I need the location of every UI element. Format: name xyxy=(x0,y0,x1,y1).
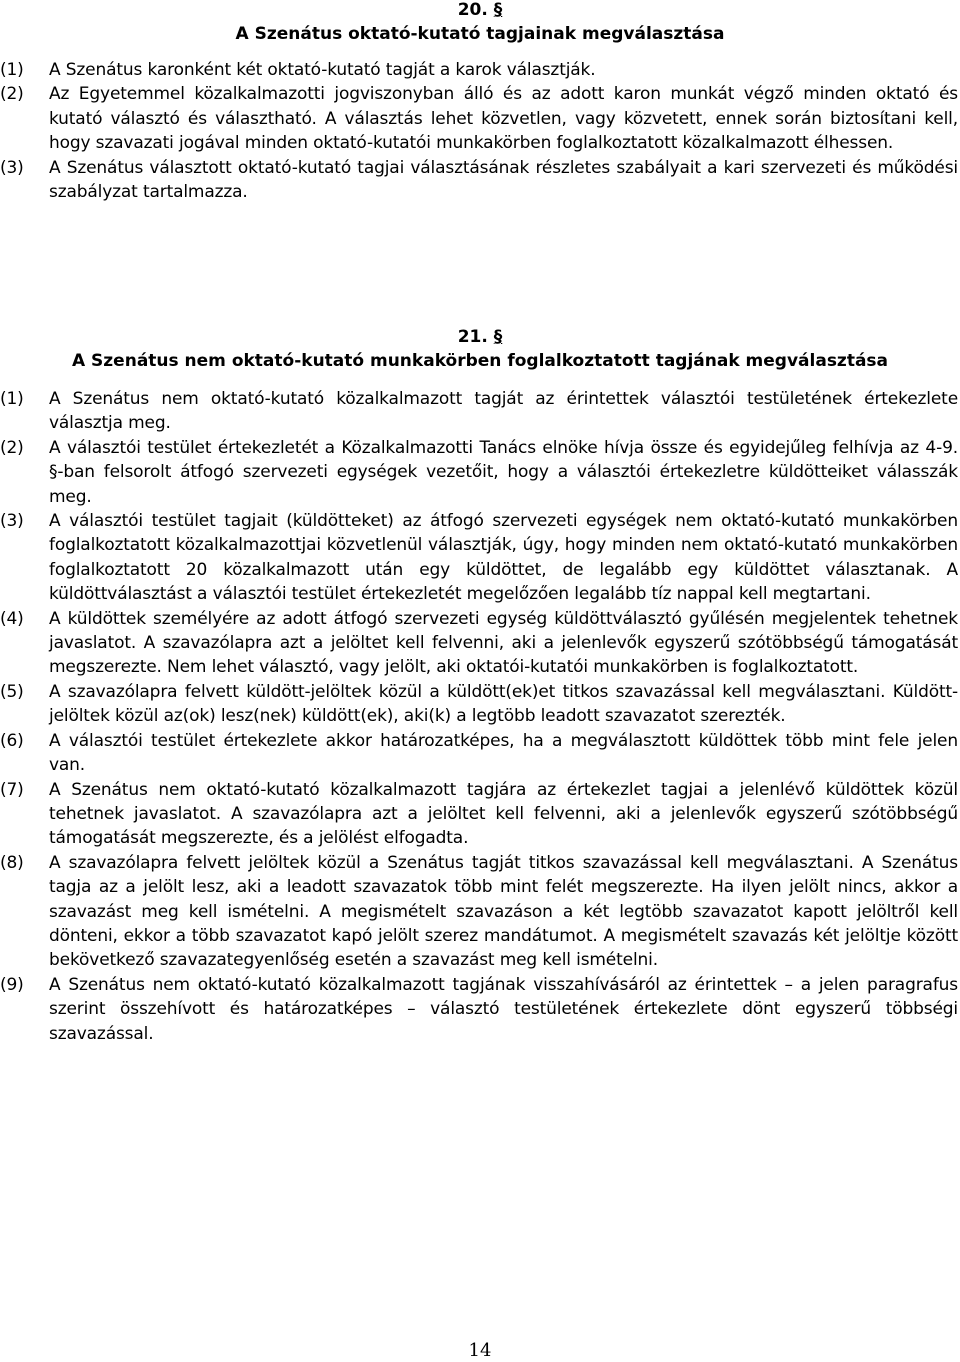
paragraph-number: (2) xyxy=(0,437,24,458)
section-21-heading xyxy=(0,325,960,373)
paragraph-number: (3) xyxy=(0,511,24,532)
paragraph xyxy=(0,729,960,778)
paragraph-text: A szavazólapra felvett küldött-jelöltek közül a küldött(ek)et titkos szavazással kell megválasztani. Küldött-jelöltek közül az(ok) lesz(nek) küldött(ek), aki(k) a legtöbb leadott szavazatot szerezték. xyxy=(49,681,958,727)
paragraph xyxy=(0,778,960,851)
paragraph-text: Az Egyetemmel közalkalmazotti jogviszonyban álló és az adott karon munkát végző minden oktató és kutató választó és választható. A választás lehet közvetlen, vagy közvetett, ennek során biztosítani kell, hogy szavazati jogával minden oktató-kutatói munkakörben foglalkoztatott közalkalmazott élhessen. xyxy=(49,84,958,154)
paragraph-number: (4) xyxy=(0,608,24,629)
paragraph xyxy=(0,82,960,155)
paragraph-sign: § xyxy=(493,327,503,347)
paragraph-number: (3) xyxy=(0,157,24,178)
paragraph-text: A Szenátus választott oktató-kutató tagjai választásának részletes szabályait a kari szervezeti és működési szabályzat tartalmazza. xyxy=(49,157,958,203)
paragraph xyxy=(0,58,960,82)
section-20-heading xyxy=(0,0,960,46)
paragraph-number: (2) xyxy=(0,84,24,105)
paragraph-number: (8) xyxy=(0,852,24,873)
page-number: 14 xyxy=(468,1340,492,1361)
section-20-title: A Szenátus oktató-kutató tagjainak megválasztása xyxy=(235,24,725,44)
paragraph-text: A szavazólapra felvett jelöltek közül a Szenátus tagját titkos szavazással kell megválasztani. A Szenátus tagja az a jelölt lesz, aki a leadott szavazatok több mint felét megszerezte. Ha ilyen jelölt nincs, akkor a szavazást meg kell ismételni. A megismételt szavazáson a két legtöbb szavazatot kapott jelöltről kell dönteni, ekkor a több szavazatot kapó jelölt szerez mandátumot. A megismételt szavazás két jelöltje között bekövetkező szavazategyenlőség esetén a szavazást meg kell ismételni. xyxy=(49,852,958,971)
paragraph-text: A küldöttek személyére az adott átfogó szervezeti egység küldöttválasztó gyűlésén megjelentek tehetnek javaslatot. A szavazólapra azt a jelöltet kell felvenni, aki a jelenlevők egyszerű szótöbbségű támogatását megszerezte. Nem lehet választó, vagy jelölt, aki oktatói-kutatói munkakörben is foglalkoztatott. xyxy=(49,608,958,678)
paragraph-text: A Szenátus karonként két oktató-kutató tagját a karok választják. xyxy=(49,60,596,80)
paragraph xyxy=(0,973,960,1046)
paragraph xyxy=(0,851,960,973)
paragraph-number: (6) xyxy=(0,730,24,751)
paragraph-number: (1) xyxy=(0,389,24,409)
paragraph-number: (7) xyxy=(0,779,24,800)
section-20 xyxy=(0,0,960,204)
paragraph-number: (5) xyxy=(0,681,24,702)
section-21-body xyxy=(0,387,960,1046)
paragraph xyxy=(0,509,960,607)
paragraph-text: A választói testület értekezletét a Közalkalmazotti Tanács elnöke hívja össze és egyidejűleg felhívja az 4-9. §-ban felsorolt átfogó szervezeti egységek vezetőit, hogy a választói értekezletre küldötteiket válasszák meg. xyxy=(49,437,958,507)
section-21-title: A Szenátus nem oktató-kutató munkakörben foglalkoztatott tagjának megválasztása xyxy=(71,351,889,371)
section-20-body xyxy=(0,58,960,204)
section-21 xyxy=(0,325,960,1046)
paragraph xyxy=(0,680,960,729)
paragraph-number: (1) xyxy=(0,60,24,80)
paragraph-text: A Szenátus nem oktató-kutató közalkalmazott tagjának visszahívásáról az érintettek – a jelen paragrafus szerint összehívott és határozatképes – választó testületének értekezlete dönt egyszerű többségi szavazással. xyxy=(49,974,958,1044)
section-21-number: 21. xyxy=(457,327,488,347)
paragraph-text: A választói testület értekezlete akkor határozatképes, ha a megválasztott küldöttek több mint fele jelen van. xyxy=(49,730,958,776)
paragraph xyxy=(0,387,960,436)
paragraph-text: A Szenátus nem oktató-kutató közalkalmazott tagját az érintettek választói testületének értekezlete választja meg. xyxy=(49,389,958,434)
paragraph xyxy=(0,156,960,205)
paragraph-text: A Szenátus nem oktató-kutató közalkalmazott tagjára az értekezlet tagjai a jelenlévő küldöttek közül tehetnek javaslatot. A szavazólapra azt a jelöltet kell felvenni, aki a jelenlevők egyszerű szótöbbségű támogatását megszerezte, és a jelölést elfogadta. xyxy=(49,779,958,849)
paragraph-number: (9) xyxy=(0,974,24,995)
section-20-number: 20. xyxy=(457,0,488,20)
paragraph-sign: § xyxy=(493,0,503,20)
paragraph xyxy=(0,607,960,680)
paragraph-text: A választói testület tagjait (küldötteket) az átfogó szervezeti egységek nem oktató-kutató munkakörben foglalkoztatott közalkalmazottjai közvetlenül választják, úgy, hogy minden nem oktató-kutató munkakörben foglalkoztatott 20 közalkalmazott után egy küldöttet, de legalább egy küldöttet választanak. A küldöttválasztást a választói testület értekezletét megelőzően legalább tíz nappal kell megtartani. xyxy=(49,511,958,605)
paragraph xyxy=(0,436,960,509)
